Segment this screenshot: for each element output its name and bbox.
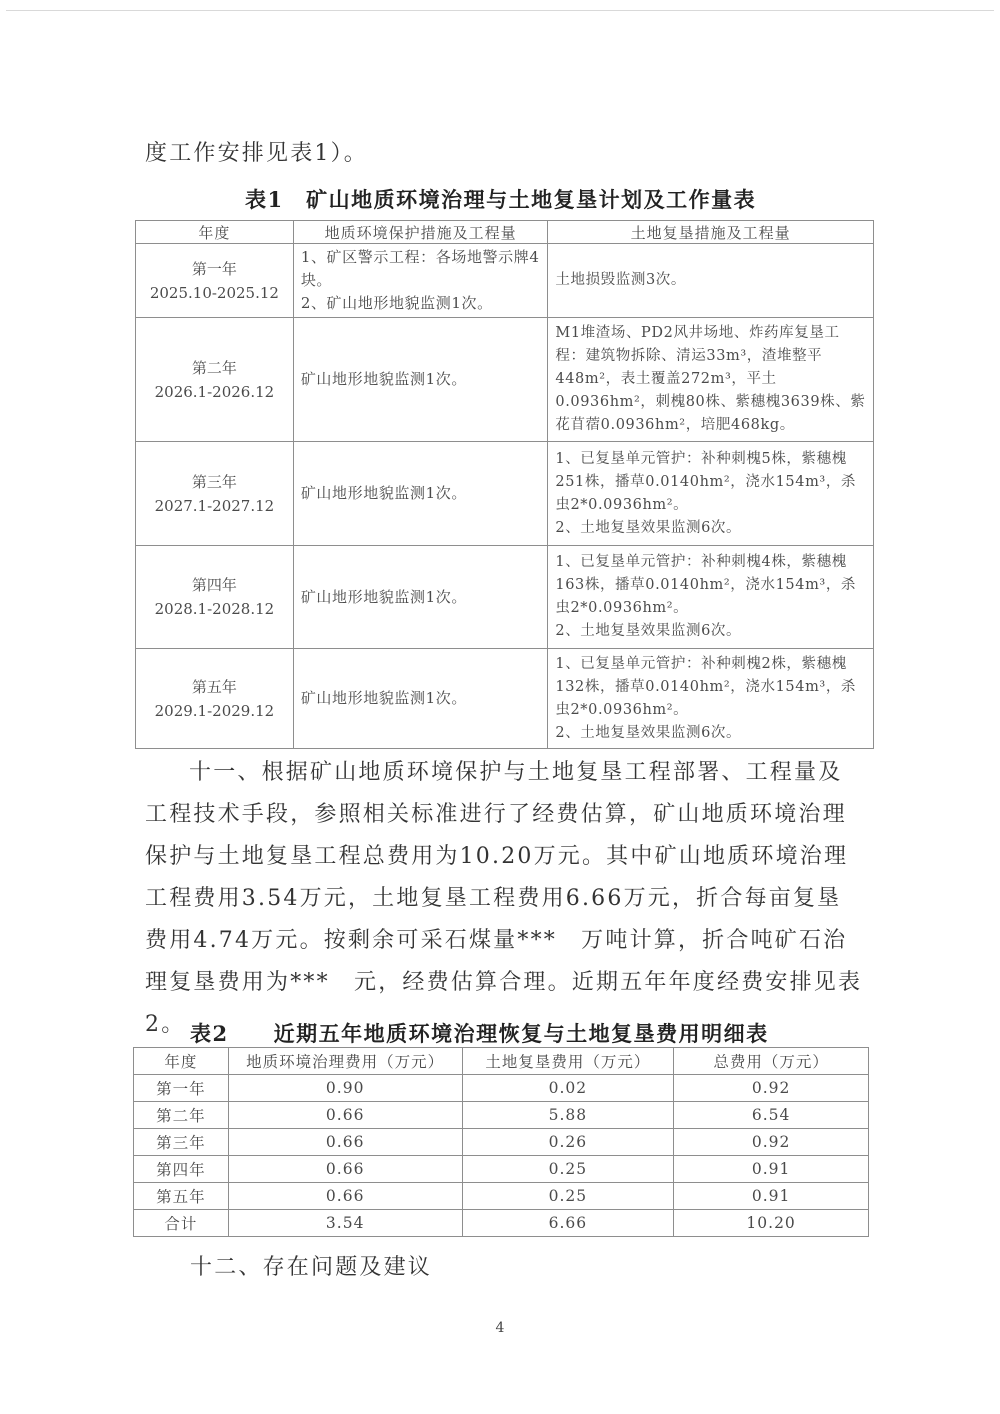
table1-geo-cell [293, 546, 548, 649]
table2-header-total-cost: 总费用（万元） [674, 1048, 869, 1075]
table1-row [136, 649, 874, 749]
geo-measure-text: 矿山地形地貌监测1次。 [300, 484, 467, 502]
table2-header-land-cost: 土地复垦费用（万元） [462, 1048, 674, 1075]
year-label: 第二年 [191, 358, 237, 377]
total-cost-cell: 6.54 [674, 1102, 869, 1129]
table2-row [134, 1129, 869, 1156]
table2-cost-detail [133, 1047, 869, 1237]
year-label: 第三年 [191, 472, 237, 491]
land-cost-cell: 0.25 [462, 1183, 674, 1210]
scan-edge-line [6, 10, 994, 11]
table1-header-geo: 地质环境保护措施及工程量 [293, 221, 548, 244]
intro-tail-text: 度工作安排见表1）。 [145, 141, 368, 166]
year-label: 第一年 [191, 259, 237, 278]
total-cost-cell: 0.91 [674, 1183, 869, 1210]
year-cell: 第三年 [134, 1129, 229, 1156]
table1-header-year: 年度 [136, 221, 294, 244]
year-label: 第四年 [191, 576, 237, 594]
table1-year-cell [136, 442, 294, 546]
page-number: 4 [495, 1320, 505, 1336]
geo-cost-cell: 0.66 [228, 1102, 462, 1129]
table1-row [136, 442, 874, 546]
geo-cost-cell: 0.66 [228, 1129, 462, 1156]
year-cell: 第一年 [134, 1075, 229, 1102]
geo-measure-text: 矿山地形地貌监测1次。 [300, 370, 467, 388]
total-cost-cell: 0.92 [674, 1129, 869, 1156]
table1-year-cell [136, 244, 294, 318]
table1-year-cell [136, 318, 294, 442]
table1-year-cell [136, 649, 294, 749]
land-cost-cell: 5.88 [462, 1102, 674, 1129]
table1-land-cell [548, 649, 874, 749]
land-measure-text: 1、已复垦单元管护：补种刺槐2株，紫穗槐132株，播草0.0140hm²，浇水154m³，杀虫2*0.0936hm²。 [555, 655, 857, 718]
table1-row [136, 244, 874, 318]
table1-land-cell [548, 546, 874, 649]
land-measure-text: 1、已复垦单元管护：补种刺槐4株，紫穗槐163株，播草0.0140hm²，浇水154m³，杀虫2*0.0936hm²。 [555, 554, 857, 616]
year-period: 2027.1-2027.12 [154, 496, 275, 515]
land-cost-cell: 0.25 [462, 1156, 674, 1183]
total-cost-cell: 0.91 [674, 1156, 869, 1183]
geo-measure-text: 矿山地形地貌监测1次。 [300, 587, 467, 606]
land-cost-cell: 6.66 [462, 1210, 674, 1237]
land-measure-text: 2、土地复垦效果监测6次。 [555, 623, 742, 639]
table2-header-row [134, 1048, 869, 1075]
table2-header-year: 年度 [134, 1048, 229, 1075]
total-cost-cell: 10.20 [674, 1210, 869, 1237]
geo-cost-cell: 0.90 [228, 1075, 462, 1102]
land-cost-cell: 0.02 [462, 1075, 674, 1102]
section11-paragraph: 十一、根据矿山地质环境保护与土地复垦工程部署、工程量及工程技术手段，参照相关标准进行了经费估算，矿山地质环境治理保护与土地复垦工程总费用为10.20万元。其中矿山地质环境治理工程费用3.54万元，土地复垦工程费用6.66万元，折合每亩复垦费用4.74万元。按剩余可采石煤量*** 万吨计算，折合吨矿石治理复垦费用为*** 元，经费估算合理。近期五年年度经费安排见表2。 [145, 760, 863, 1037]
year-cell: 合计 [134, 1210, 229, 1237]
table1-geo-cell [293, 649, 548, 749]
year-period: 2028.1-2028.12 [154, 600, 275, 618]
land-cost-cell: 0.26 [462, 1129, 674, 1156]
table1-caption: 表1 矿山地质环境治理与土地复垦计划及工作量表 [245, 187, 757, 212]
geo-cost-cell: 0.66 [228, 1156, 462, 1183]
table1-geo-cell [293, 442, 548, 546]
geo-measure-text: 2、矿山地形地貌监测1次。 [300, 294, 493, 312]
table2-row [134, 1102, 869, 1129]
geo-measure-text: 矿山地形地貌监测1次。 [300, 689, 467, 707]
geo-measure-text: 1、矿区警示工程：各场地警示牌4块。 [300, 248, 540, 289]
year-label: 第五年 [191, 677, 237, 696]
geo-cost-cell: 0.66 [228, 1183, 462, 1210]
land-measure-text: 2、土地复垦效果监测6次。 [555, 519, 742, 536]
table1-work-plan [135, 220, 874, 749]
year-period: 2025.10-2025.12 [149, 283, 279, 302]
year-period: 2026.1-2026.12 [154, 382, 275, 401]
year-period: 2029.1-2029.12 [154, 701, 275, 720]
table1-land-cell [548, 442, 874, 546]
year-cell: 第二年 [134, 1102, 229, 1129]
land-measure-text: 1、已复垦单元管护：补种刺槐5株，紫穗槐251株，播草0.0140hm²，浇水154m³，杀虫2*0.0936hm²。 [555, 450, 857, 513]
table2-header-geo-cost: 地质环境治理费用（万元） [228, 1048, 462, 1075]
land-measure-text: M1堆渣场、PD2风井场地、炸药库复垦工程：建筑物拆除、清运33m³，渣堆整平448m²，表土覆盖272m³，平土0.0936hm²，刺槐80株、紫穗槐3639株、紫花苜蓿0.0936hm²，培肥468kg。 [555, 325, 866, 433]
table1-header-row [136, 221, 874, 244]
table1-row [136, 546, 874, 649]
table1-header-land: 土地复垦措施及工程量 [548, 221, 874, 244]
table1-land-cell [548, 318, 874, 442]
table2-row [134, 1156, 869, 1183]
table2-total-row [134, 1210, 869, 1237]
year-cell: 第四年 [134, 1156, 229, 1183]
year-cell: 第五年 [134, 1183, 229, 1210]
land-measure-text: 土地损毁监测3次。 [555, 272, 686, 288]
total-cost-cell: 0.92 [674, 1075, 869, 1102]
table1-row [136, 318, 874, 442]
table2-caption: 表2 近期五年地质环境治理恢复与土地复垦费用明细表 [190, 1021, 769, 1046]
table1-year-cell [136, 546, 294, 649]
section12-heading: 十二、存在问题及建议 [190, 1255, 433, 1280]
geo-cost-cell: 3.54 [228, 1210, 462, 1237]
land-measure-text: 2、土地复垦效果监测6次。 [555, 724, 742, 741]
table1-land-cell [548, 244, 874, 318]
table2-row [134, 1183, 869, 1210]
table2-row [134, 1075, 869, 1102]
table1-geo-cell [293, 244, 548, 318]
table1-geo-cell [293, 318, 548, 442]
